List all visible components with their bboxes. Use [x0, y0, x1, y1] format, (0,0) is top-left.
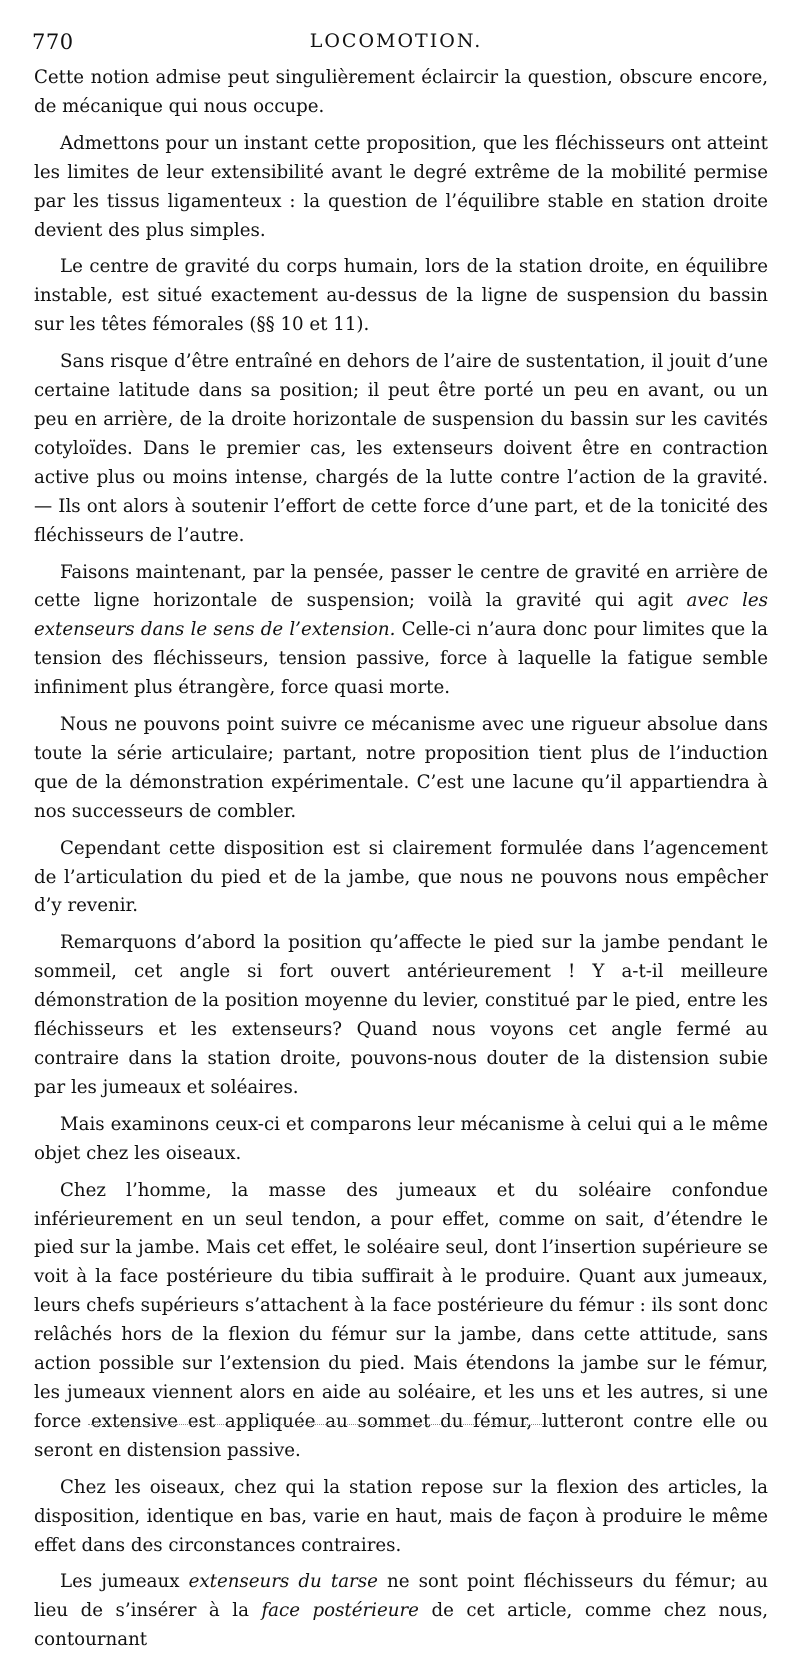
paragraph-text: Celle-ci n’aura donc pour limites que la tension des fléchisseurs, tension passive, force à laquelle la fatigue semble infiniment plus étrangère, force quasi morte. — [34, 619, 769, 699]
paragraph-text: Faisons maintenant, par la pensée, passer le centre de gravité en arrière de cette ligne horizontale de suspension; voilà la gravité qui agit — [34, 561, 768, 612]
paragraph-text: de cet article, comme chez nous, contournant — [34, 1600, 768, 1651]
paragraph: Mais examinons ceux-ci et comparons leur mécanisme à celui qui a le même objet chez les oiseaux. — [34, 1113, 768, 1164]
paragraph — [34, 559, 768, 704]
paragraph: Cependant cette disposition est si clairement formulée dans l’agencement de l’articulation du pied et de la jambe, que nous ne pouvons nous empêcher d’y revenir. — [34, 837, 768, 917]
italic-phrase: extenseurs du tarse — [188, 1571, 378, 1593]
italic-phrase: avec les extenseurs dans le sens de l’extension. — [34, 590, 768, 641]
running-title: LOCOMOTION. — [309, 30, 483, 52]
paragraph: Admettons pour un instant cette proposition, que les fléchisseurs ont atteint les limites de leur extensibilité avant le degré extrême de la mobilité permise par les tissus ligamenteux : la question de l’équilibre stable en station droite devient des plus simples. — [34, 132, 768, 241]
paragraph: Cette notion admise peut singulièrement éclaircir la question, obscure encore, de mécanique qui nous occupe. — [34, 67, 768, 117]
paragraph-text: ne sont point fléchisseurs du fémur; au lieu de s’insérer à la — [34, 1571, 768, 1622]
paragraph: Sans risque d’être entraîné en dehors de l’aire de sustentation, il jouit d’une certaine latitude dans sa position; il peut être porté un peu en avant, ou un peu en arrière, de la droite horizontale de suspension du bassin sur les cavités cotyloïdes. Dans le premier cas, les extenseurs doivent être en contraction active plus ou moins intense, chargés de la lutte contre l’action de la gravité. — Ils ont alors à soutenir l’effort de cette force d’une part, et de la tonicité des fléchisseurs de l’autre. — [34, 351, 768, 546]
paragraph: Chez l’homme, la masse des jumeaux et du soléaire confondue inférieurement en un seul tendon, a pour effet, comme on sait, d’étendre le pied sur la jambe. Mais cet effet, le soléaire seul, dont l’insertion supérieure se voit à la face postérieure du tibia suffirait à le produire. Quant aux jumeaux, leurs chefs supérieurs s’attachent à la face postérieure du fémur : ils sont donc relâchés hors de la flexion du fémur sur la jambe, dans cette attitude, sans action possible sur l’extension du pied. Mais étendons la jambe sur le fémur, les jumeaux viennent alors en aide au soléaire, et les uns et les autres, si une force extensive est appliquée au sommet du fémur, lutteront contre elle ou seront en distension passive. — [34, 1179, 768, 1461]
paragraph: Chez les oiseaux, chez qui la station repose sur la flexion des articles, la disposition, identique en bas, varie en haut, mais de façon à produire le même effet dans des circonstances contraires. — [34, 1476, 768, 1556]
paragraph: Remarquons d’abord la position qu’affecte le pied sur la jambe pendant le sommeil, cet angle si fort ouvert antérieurement ! Y a-t-il meilleure démonstration de la position moyenne du levier, constitué par le pied, entre les fléchisseurs et les extenseurs? Quand nous voyons cet angle fermé au contraire dans la station droite, pouvons-nous douter de la distension subie par les jumeaux et soléaires. — [34, 932, 768, 1098]
paragraph: Le centre de gravité du corps humain, lors de la station droite, en équilibre instable, est situé exactement au-dessus de la ligne de suspension du bassin sur les têtes fémorales (§§ 10 et 11). — [34, 256, 768, 336]
footer-rule — [88, 1424, 558, 1425]
page-number: 770 — [32, 30, 74, 54]
paragraph-text: Les jumeaux — [60, 1571, 189, 1593]
paragraph — [34, 1568, 768, 1655]
italic-phrase: face postérieure — [261, 1600, 419, 1622]
page-header — [32, 30, 760, 60]
paragraph: Nous ne pouvons point suivre ce mécanisme avec une rigueur absolue dans toute la série articulaire; partant, notre proposition tient plus de l’induction que de la démonstration expérimentale. C’est une lacune qu’il appartiendra à nos successeurs de combler. — [34, 714, 768, 822]
